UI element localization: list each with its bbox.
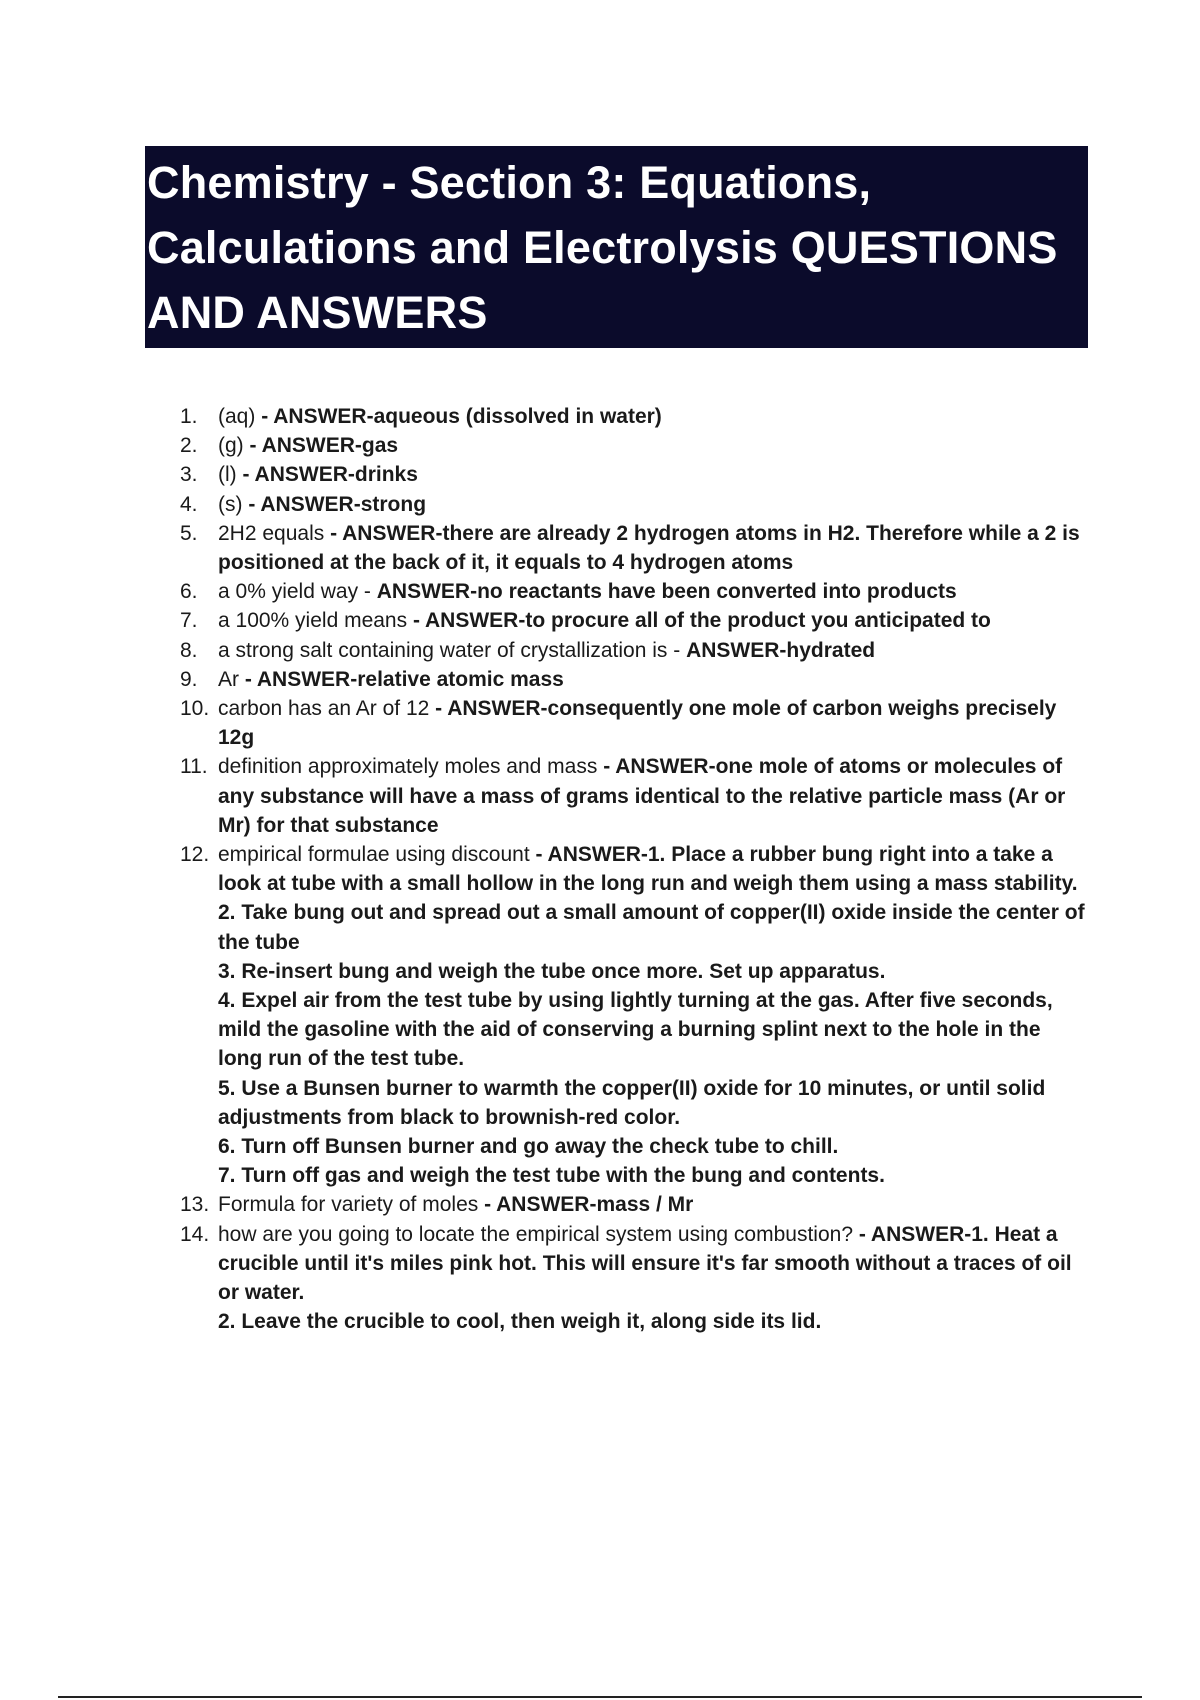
question-text: Formula for variety of moles <box>218 1193 479 1217</box>
item-number: 3. <box>180 463 198 487</box>
separator: - <box>429 697 448 721</box>
separator: - <box>597 755 616 779</box>
answer-step: 7. Turn off gas and weigh the test tube with the bung and contents. <box>218 1164 885 1188</box>
list-item <box>180 840 1090 1190</box>
answer-step: 6. Turn off Bunsen burner and go away the check tube to chill. <box>218 1135 839 1159</box>
separator: - <box>242 492 261 516</box>
separator: - <box>358 580 377 604</box>
list-item <box>180 402 1090 431</box>
answer-step: 4. Expel air from the test tube by using lightly turning at the gas. After five seconds, mild the gasoline with the aid of conserving a burning splint next to the hole in the long run of the test tube. <box>218 989 1053 1071</box>
item-number: 12. <box>180 843 210 867</box>
question-text: (s) <box>218 492 243 516</box>
answer-text: ANSWER-there are already 2 hydrogen atoms in H2. Therefore while a 2 is positioned at the back of it, it equals to 4 hydrogen atoms <box>218 521 1080 575</box>
item-number: 2. <box>180 434 198 458</box>
list-item <box>180 665 1090 694</box>
question-text: (l) <box>218 463 237 487</box>
answer-text: ANSWER-mass / Mr <box>496 1193 694 1217</box>
answer-text: ANSWER-one mole of atoms or molecules of any substance will have a mass of grams identical to the relative particle mass (Ar or Mr) for that substance <box>218 755 1066 837</box>
separator: - <box>239 667 257 691</box>
document-title: Chemistry - Section 3: Equations, Calculations and Electrolysis QUESTIONS AND ANSWERS <box>147 157 1058 338</box>
separator: - <box>243 434 262 458</box>
item-number: 9. <box>180 667 198 691</box>
list-item <box>180 1190 1090 1219</box>
answer-text: ANSWER-no reactants have been converted into products <box>376 580 957 604</box>
question-text: 2H2 equals <box>218 521 325 545</box>
answer-text: ANSWER-strong <box>260 492 427 516</box>
question-text: definition approximately moles and mass <box>218 755 598 779</box>
item-number: 8. <box>180 638 198 662</box>
item-number: 6. <box>180 580 198 604</box>
list-item <box>180 460 1090 489</box>
list-item <box>180 431 1090 460</box>
item-number: 4. <box>180 492 198 516</box>
separator: - <box>529 843 548 867</box>
item-number: 7. <box>180 609 198 633</box>
separator: - <box>853 1222 871 1246</box>
answer-step: 2. Take bung out and spread out a small amount of copper(II) oxide inside the center of the tube <box>218 901 1085 954</box>
question-text: how are you going to locate the empirical system using combustion? <box>218 1222 854 1246</box>
list-item <box>180 1220 1090 1337</box>
list-item <box>180 752 1090 840</box>
answer-text: ANSWER-to procure all of the product you anticipated to <box>425 609 991 633</box>
item-number: 10. <box>180 697 210 721</box>
list-item <box>180 606 1090 635</box>
question-text: empirical formulae using discount <box>218 843 530 867</box>
item-number: 13. <box>180 1193 210 1217</box>
separator: - <box>236 463 255 487</box>
item-number: 14. <box>180 1222 210 1246</box>
separator: - <box>667 638 687 662</box>
answer-text: ANSWER-drinks <box>254 463 418 487</box>
separator: - <box>407 609 426 633</box>
list-item <box>180 577 1090 606</box>
separator: - <box>478 1193 497 1217</box>
page-divider <box>58 1696 1142 1698</box>
answer-text: ANSWER-1. Place a rubber bung right into a take a look at tube with a small hollow in the long run and weigh them using a mass stability. <box>218 843 1078 896</box>
title-banner <box>145 146 1088 348</box>
question-text: Ar <box>218 667 239 691</box>
question-text: carbon has an Ar of 12 <box>218 697 430 721</box>
answer-text: ANSWER-gas <box>261 434 399 458</box>
question-text: a 0% yield way <box>218 580 359 604</box>
item-number: 5. <box>180 521 198 545</box>
question-text: a strong salt containing water of crystallization is <box>218 638 668 662</box>
item-number: 11. <box>180 755 208 779</box>
item-number: 1. <box>180 405 198 428</box>
list-item <box>180 636 1090 665</box>
answer-text: ANSWER-hydrated <box>686 638 876 662</box>
answer-text: ANSWER-1. Heat a crucible until it's miles pink hot. This will ensure it's far smooth without a traces of oil or water. <box>218 1222 1072 1305</box>
qa-list <box>180 402 1090 1337</box>
list-item <box>180 519 1090 577</box>
list-item <box>180 490 1090 519</box>
answer-text: ANSWER-aqueous (dissolved in water) <box>273 405 662 428</box>
answer-text: ANSWER-consequently one mole of carbon weighs precisely 12g <box>218 697 1057 750</box>
answer-text: ANSWER-relative atomic mass <box>256 667 564 691</box>
question-text: a 100% yield means <box>218 609 408 633</box>
list-item <box>180 694 1090 752</box>
question-text: (g) <box>218 434 244 458</box>
answer-step: 5. Use a Bunsen burner to warmth the copper(II) oxide for 10 minutes, or until solid adjustments from black to brownish-red color. <box>218 1076 1046 1129</box>
separator: - <box>255 405 274 428</box>
question-text: (aq) <box>218 405 256 428</box>
answer-step: 3. Re-insert bung and weigh the tube once more. Set up apparatus. <box>218 959 886 983</box>
separator: - <box>324 521 343 545</box>
answer-step: 2. Leave the crucible to cool, then weigh it, along side its lid. <box>218 1310 822 1334</box>
